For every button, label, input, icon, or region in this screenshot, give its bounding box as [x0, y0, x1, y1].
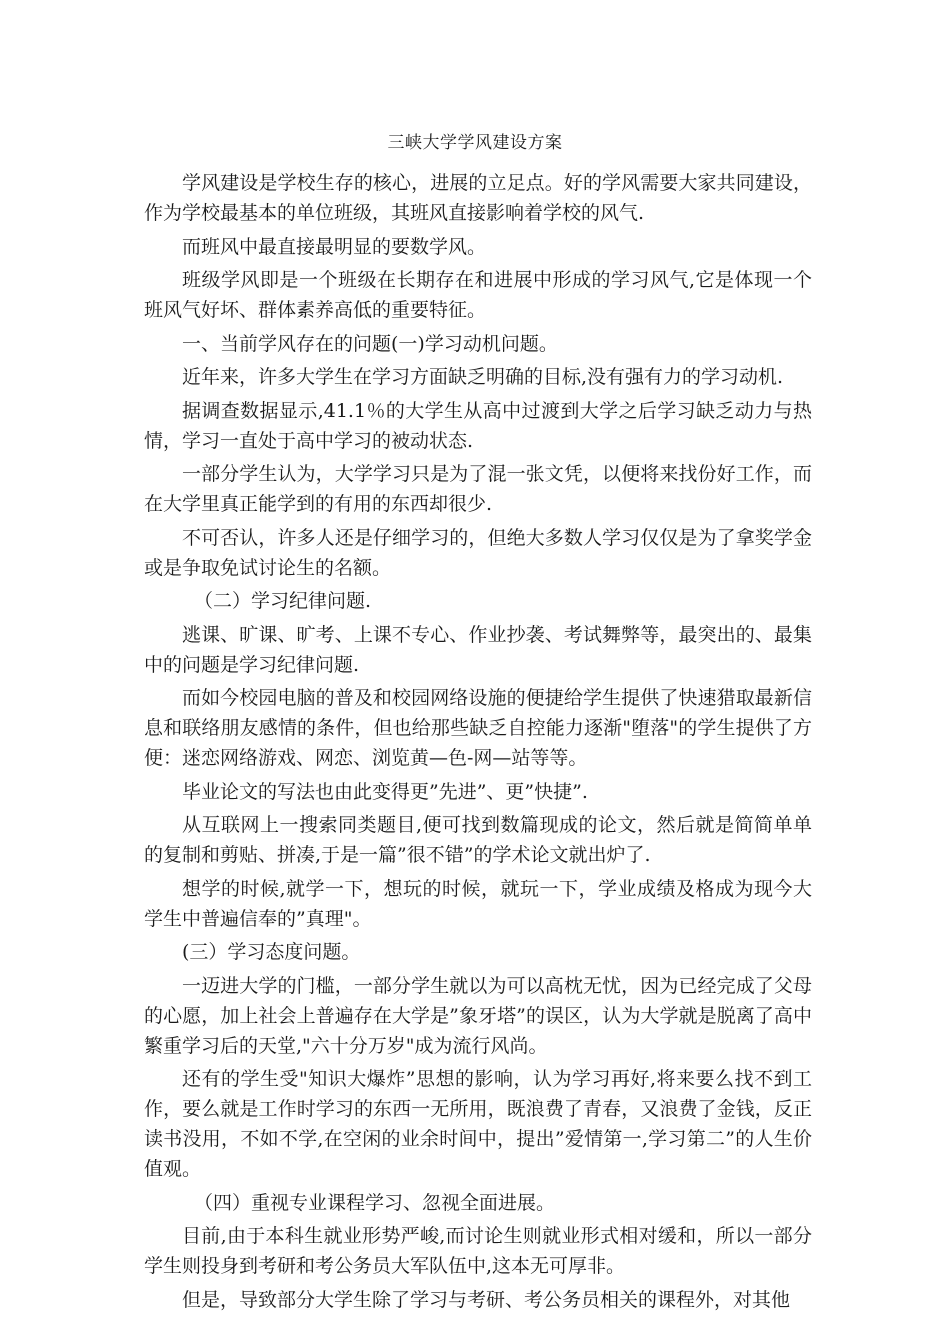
paragraph: 班级学风即是一个班级在长期存在和进展中形成的学习风气,它是体现一个班风气好坏、群体素养高低的重要特征。 — [144, 269, 812, 321]
paragraph: 想学的时候,就学一下，想玩的时候，就玩一下，学业成绩及格成为现今大学生中普遍信奉的”真理"。 — [144, 877, 812, 930]
section-heading: 一、当前学风存在的问题(一)学习动机问题。 — [182, 332, 558, 355]
paragraph: 而班风中最直接最明显的要数学风。 — [182, 235, 487, 258]
document-body — [144, 168, 812, 1318]
paragraph: 学风建设是学校生存的核心，进展的立足点。好的学风需要大家共同建设，作为学校最基本的单位班级，其班风直接影响着学校的风气. — [144, 172, 812, 224]
paragraph: 不可否认，许多人还是仔细学习的，但绝大多数人学习仅仅是为了拿奖学金或是争取免试讨论生的名额。 — [144, 526, 812, 579]
paragraph: 据调查数据显示,41.1％的大学生从高中过渡到大学之后学习缺乏动力与热情，学习一直处于高中学习的被动状态. — [144, 399, 812, 452]
paragraph: 逃课、旷课、旷考、上课不专心、作业抄袭、考试舞弊等，最突出的、最集中的问题是学习纪律问题. — [144, 623, 812, 676]
section-heading: （二）学习纪律问题. — [194, 590, 372, 612]
paragraph: 近年来，许多大学生在学习方面缺乏明确的目标,没有强有力的学习动机. — [182, 366, 784, 388]
paragraph: 一部分学生认为，大学学习只是为了混一张文凭，以便将来找份好工作，而在大学里真正能学到的有用的东西却很少. — [144, 463, 812, 515]
paragraph: 一迈进大学的门槛，一部分学生就以为可以高枕无忧，因为已经完成了父母的心愿，加上社会上普遍存在大学是”象牙塔”的误区，认为大学就是脱离了高中繁重学习后的天堂,"六十分万岁"成为流行风尚。 — [144, 974, 812, 1057]
paragraph: 毕业论文的写法也由此变得更”先进”、更”快捷”. — [182, 780, 588, 803]
document-title: 三峡大学学风建设方案 — [387, 133, 563, 153]
paragraph: 而如今校园电脑的普及和校园网络设施的便捷给学生提供了快速猎取最新信息和联络朋友感情的条件，但也给那些缺乏自控能力逐渐"堕落"的学生提供了方便：迷恋网络游戏、网恋、浏览黄—色-网—站等等。 — [144, 687, 812, 769]
paragraph: 从互联网上一搜索同类题目,便可找到数篇现成的论文，然后就是简简单单的复制和剪贴、拼凑,于是一篇”很不错”的学术论文就出炉了. — [144, 814, 812, 866]
section-heading: (三）学习态度问题。 — [182, 941, 361, 963]
paragraph: 目前,由于本科生就业形势严峻,而讨论生则就业形式相对缓和，所以一部分学生则投身到考研和考公务员大军队伍中,这本无可厚非。 — [144, 1225, 812, 1277]
section-heading: （四）重视专业课程学习、忽视全面进展。 — [194, 1191, 556, 1214]
paragraph: 但是，导致部分大学生除了学习与考研、考公务员相关的课程外，对其他 — [182, 1288, 791, 1311]
paragraph: 还有的学生受"知识大爆炸”思想的影响，认为学习再好,将来要么找不到工作，要么就是工作时学习的东西一无所用，既浪费了青春，又浪费了金钱，反正读书没用，不如不学,在空闲的业余时间中，提出”爱情第一,学习第二”的人生价值观。 — [144, 1068, 812, 1180]
